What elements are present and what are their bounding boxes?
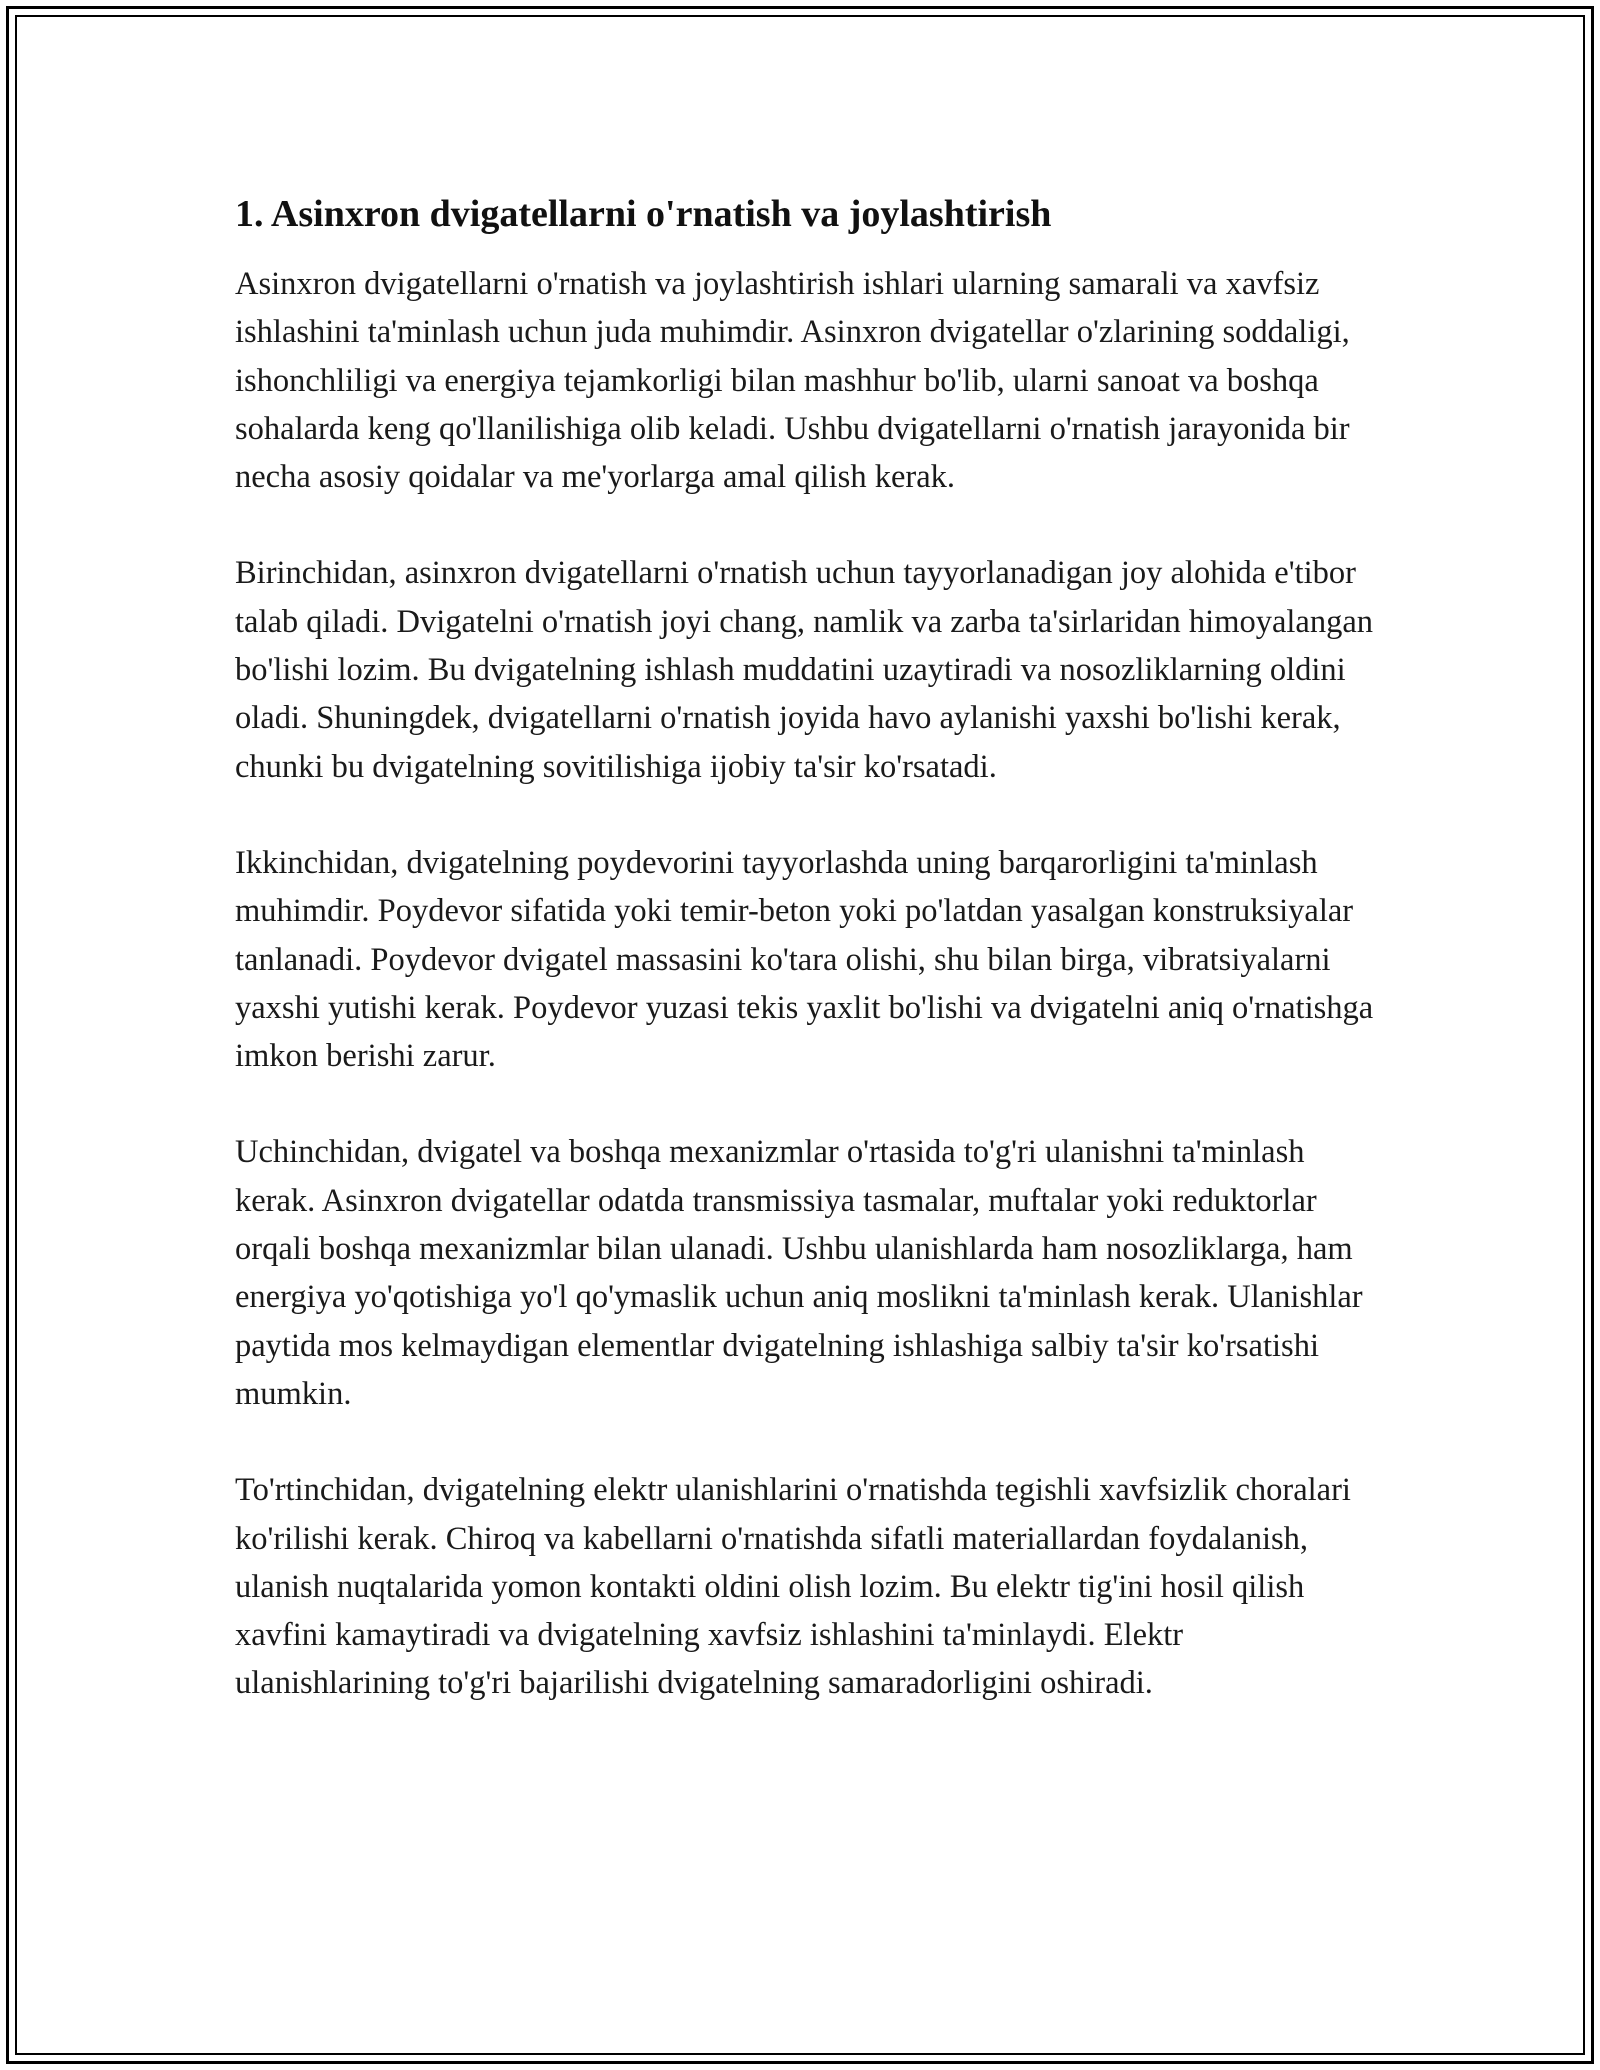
paragraph-first: Birinchidan, asinxron dvigatellarni o'rnatish uchun tayyorlanadigan joy alohida e'tibor talab qiladi. Dvigatelni o'rnatish joyi chang, namlik va zarba ta'sirlaridan himoyalangan bo'lishi lozim. Bu dvigatelning ishlash muddatini uzaytiradi va nosozliklarning oldini oladi. Shuningdek, dvigatellarni o'rnatish joyida havo aylanishi yaxshi bo'lishi kerak, chunki bu dvigatelning sovitilishiga ijobiy ta'sir ko'rsatadi. [235, 555, 1374, 785]
section-title: 1. Asinxron dvigatellarni o'rnatish va joylashtirish [235, 193, 1052, 235]
paragraph-third: Uchinchidan, dvigatel va boshqa mexanizmlar o'rtasida to'g'ri ulanishni ta'minlash kerak. Asinxron dvigatellar odatda transmissiya tasmalar, muftalar yoki reduktorlar orqali boshqa mexanizmlar bilan ulanadi. Ushbu ulanishlarda ham nosozliklarga, ham energiya yo'qotishiga yo'l qo'ymaslik uchun aniq moslikni ta'minlash kerak. Ulanishlar paytida mos kelmaydigan elementlar dvigatelning ishlashiga salbiy ta'sir ko'rsatishi mumkin. [235, 1134, 1363, 1412]
document-body [235, 188, 1375, 1756]
paragraph-intro: Asinxron dvigatellarni o'rnatish va joylashtirish ishlari ularning samarali va xavfsiz ishlashini ta'minlash uchun juda muhimdir. Asinxron dvigatellar o'zlarining soddaligi, ishonchliligi va energiya tejamkorligi bilan mashhur bo'lib, ularni sanoat va boshqa sohalarda keng qo'llanilishiga olib keladi. Ushbu dvigatellarni o'rnatish jarayonida bir necha asosiy qoidalar va me'yorlarga amal qilish kerak. [235, 266, 1350, 496]
paragraph-fourth: To'rtinchidan, dvigatelning elektr ulanishlarini o'rnatishda tegishli xavfsizlik choralari ko'rilishi kerak. Chiroq va kabellarni o'rnatishda sifatli materiallardan foydalanish, ulanish nuqtalarida yomon kontakti oldini olish lozim. Bu elektr tig'ini hosil qilish xavfini kamaytiradi va dvigatelning xavfsiz ishlashini ta'minlaydi. Elektr ulanishlarining to'g'ri bajarilishi dvigatelning samaradorligini oshiradi. [235, 1472, 1351, 1702]
paragraph-second: Ikkinchidan, dvigatelning poydevorini tayyorlashda uning barqarorligini ta'minlash muhimdir. Poydevor sifatida yoki temir-beton yoki po'latdan yasalgan konstruksiyalar tanlanadi. Poydevor dvigatel massasini ko'tara olishi, shu bilan birga, vibratsiyalarni yaxshi yutishi kerak. Poydevor yuzasi tekis yaxlit bo'lishi va dvigatelni aniq o'rnatishga imkon berishi zarur. [235, 844, 1374, 1075]
